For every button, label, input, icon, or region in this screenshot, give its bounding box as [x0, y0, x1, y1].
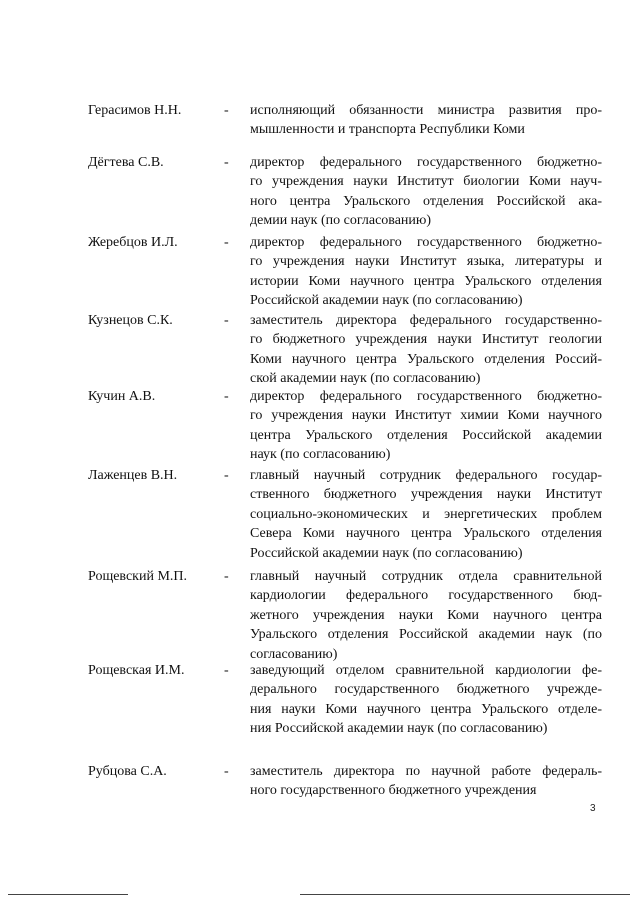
position-line: ской академии наук (по согласованию): [250, 371, 481, 387]
position-line: исполняющий обязанности министра развития про-: [250, 103, 602, 118]
position-line: ного государственного бюджетного учреждения: [250, 783, 537, 799]
separator-dash: -: [224, 103, 229, 118]
position-line: главный научный сотрудник федерального государ-: [250, 468, 602, 483]
position-line: мышленности и транспорта Республики Коми: [250, 122, 525, 138]
position-line: го учреждения науки Институт биологии Коми науч-: [250, 174, 602, 190]
member-position: [250, 233, 602, 311]
position-line: Российской академии наук (по согласованию): [250, 293, 523, 309]
position-line: го бюджетного учреждения науки Институт геологии: [250, 332, 602, 348]
position-line: центра Уральского отделения Российской академии: [250, 427, 602, 443]
separator-dash: -: [224, 313, 229, 328]
member-name: Лаженцев В.Н.: [88, 468, 178, 483]
position-line: истории Коми научного центра Уральского отделения: [250, 273, 602, 289]
member-name: Рощевская И.М.: [88, 663, 185, 678]
position-line: директор федерального государственного бюджетно-: [250, 235, 602, 250]
position-line: Коми научного центра Уральского отделения Россий-: [250, 351, 602, 367]
position-line: ния науки Коми научного центра Уральского отделе-: [250, 701, 602, 717]
separator-dash: -: [224, 569, 229, 584]
position-line: Севера Коми научного центра Уральского отделения: [250, 526, 602, 542]
separator-dash: -: [224, 235, 229, 250]
page-number: 3: [590, 803, 596, 814]
position-line: демии наук (по согласованию): [250, 213, 432, 229]
position-line: заведующий отделом сравнительной кардиологии фе-: [250, 663, 602, 678]
separator-dash: -: [224, 764, 229, 779]
position-line: кардиологии федерального государственного бюд-: [250, 588, 602, 604]
position-line: главный научный сотрудник отдела сравнительной: [250, 569, 602, 584]
position-line: директор федерального государственного бюджетно-: [250, 389, 602, 404]
member-name: Кучин А.В.: [88, 389, 156, 404]
member-position: [250, 661, 602, 739]
member-position: [250, 387, 602, 465]
position-line: го учреждения науки Институт языка, литературы и: [250, 254, 602, 270]
member-name: Рубцова С.А.: [88, 764, 167, 779]
position-line: директор федерального государственного бюджетно-: [250, 155, 602, 170]
position-line: наук (по согласованию): [250, 447, 391, 463]
member-position: [250, 101, 602, 140]
position-line: ния Российской академии наук (по согласованию): [250, 721, 548, 737]
position-line: го учреждения науки Институт химии Коми научного: [250, 408, 602, 424]
position-line: Уральского отделения Российской академии наук (по: [250, 627, 602, 643]
position-line: согласованию): [250, 646, 338, 662]
separator-dash: -: [224, 663, 229, 678]
position-line: заместитель директора федерального государственно-: [250, 313, 602, 328]
position-line: Российской академии наук (по согласованию): [250, 545, 523, 561]
position-line: жетного учреждения науки Коми научного центра: [250, 607, 602, 623]
member-position: [250, 153, 602, 231]
position-line: социально-экономических и энергетических проблем: [250, 506, 602, 522]
member-name: Жеребцов И.Л.: [88, 235, 178, 250]
separator-dash: -: [224, 155, 229, 170]
member-name: Герасимов Н.Н.: [88, 103, 182, 118]
member-name: Кузнецов С.К.: [88, 313, 173, 328]
member-position: [250, 466, 602, 563]
scan-edge-line: [8, 894, 128, 895]
member-position: [250, 311, 602, 389]
member-name: Рощевский М.П.: [88, 569, 188, 584]
scan-edge-line: [300, 894, 630, 895]
separator-dash: -: [224, 468, 229, 483]
position-line: ного центра Уральского отделения Российской ака-: [250, 193, 602, 209]
separator-dash: -: [224, 389, 229, 404]
member-position: [250, 762, 602, 801]
position-line: заместитель директора по научной работе федераль-: [250, 764, 602, 779]
member-position: [250, 567, 602, 664]
member-name: Дёгтева С.В.: [88, 155, 164, 170]
position-line: ственного бюджетного учреждения науки Институт: [250, 487, 602, 503]
position-line: дерального государственного бюджетного учрежде-: [250, 682, 602, 698]
